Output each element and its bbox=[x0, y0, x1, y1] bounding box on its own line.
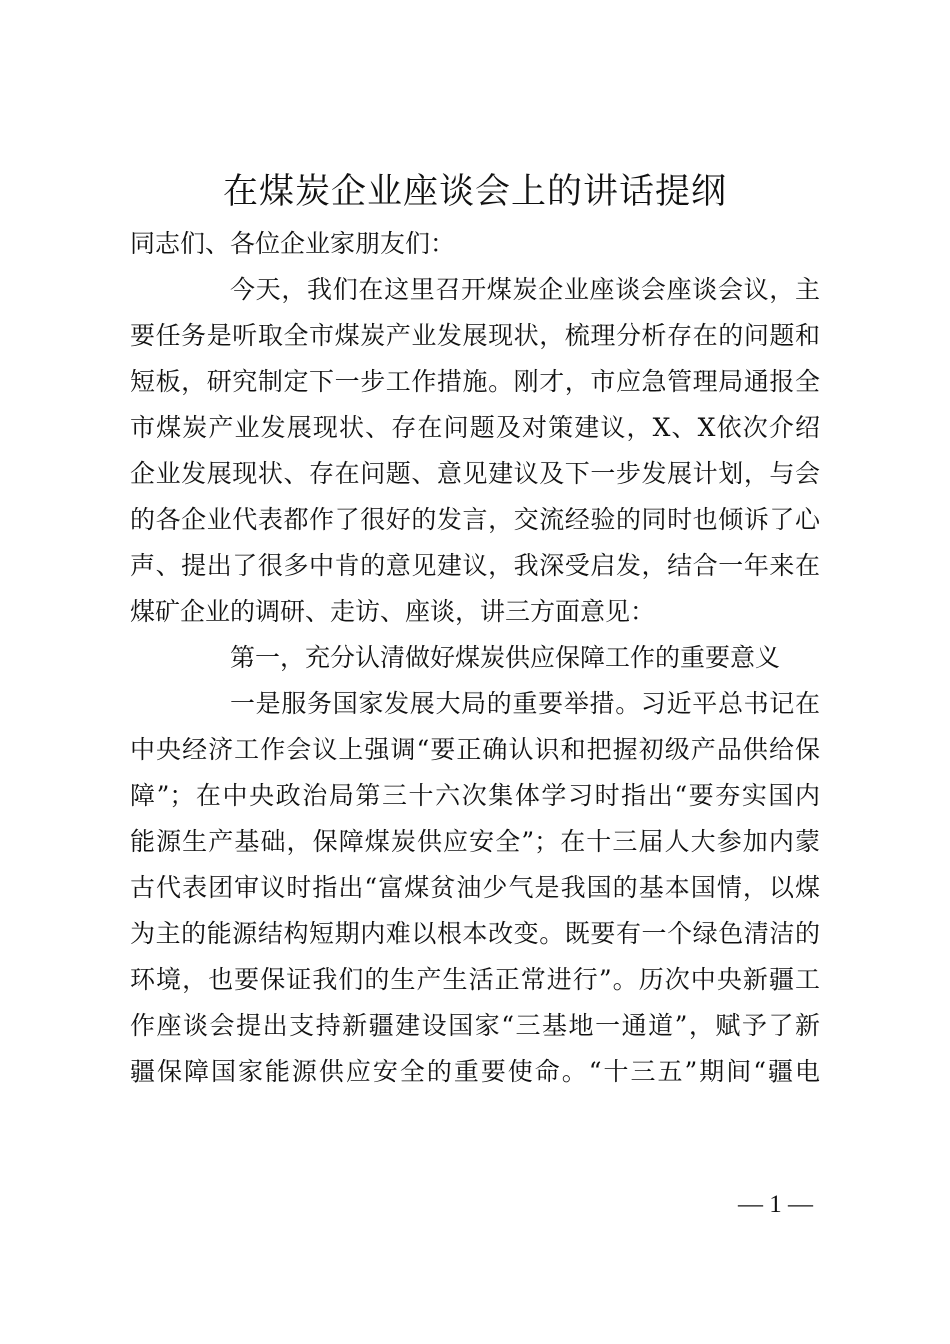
body-line: 能源生产基础，保障煤炭供应安全”；在十三届人大参加内蒙 bbox=[130, 827, 820, 856]
body-line: 一是服务国家发展大局的重要举措。习近平总书记在 bbox=[230, 689, 820, 718]
body-line: 声、提出了很多中肯的意见建议，我深受启发，结合一年来在 bbox=[130, 551, 820, 580]
body-line: 环境，也要保证我们的生产生活正常进行”。历次中央新疆工 bbox=[130, 965, 820, 994]
page-title: 在煤炭企业座谈会上的讲话提纲 bbox=[222, 172, 727, 212]
body-line: 的各企业代表都作了很好的发言，交流经验的同时也倾诉了心 bbox=[130, 505, 820, 534]
body-line: 中央经济工作会议上强调“要正确认识和把握初级产品供给保 bbox=[130, 735, 820, 764]
body-line: 古代表团审议时指出“富煤贫油少气是我国的基本国情，以煤 bbox=[130, 873, 820, 902]
body-line: 企业发展现状、存在问题、意见建议及下一步发展计划，与会 bbox=[130, 459, 820, 488]
body-line: 短板，研究制定下一步工作措施。刚才，市应急管理局通报全 bbox=[130, 367, 820, 396]
body-line: 作座谈会提出支持新疆建设国家“三基地一通道”，赋予了新 bbox=[130, 1011, 820, 1040]
salutation: 同志们、各位企业家朋友们： bbox=[130, 229, 456, 258]
body-line: 疆保障国家能源供应安全的重要使命。“十三五”期间“疆电 bbox=[130, 1057, 820, 1086]
body-line: 为主的能源结构短期内难以根本改变。既要有一个绿色清洁的 bbox=[130, 919, 820, 948]
body-line: 煤矿企业的调研、走访、座谈，讲三方面意见： bbox=[130, 597, 656, 626]
body-line: 障”；在中央政治局第三十六次集体学习时指出“要夯实国内 bbox=[130, 781, 820, 810]
body-line: 市煤炭产业发展现状、存在问题及对策建议，X、X依次介绍 bbox=[130, 413, 820, 442]
page-number: — 1 — bbox=[738, 1191, 813, 1218]
body-line: 要任务是听取全市煤炭产业发展现状，梳理分析存在的问题和 bbox=[130, 321, 820, 350]
section-heading: 第一，充分认清做好煤炭供应保障工作的重要意义 bbox=[230, 643, 781, 672]
body-line: 今天，我们在这里召开煤炭企业座谈会座谈会议，主 bbox=[230, 275, 820, 304]
